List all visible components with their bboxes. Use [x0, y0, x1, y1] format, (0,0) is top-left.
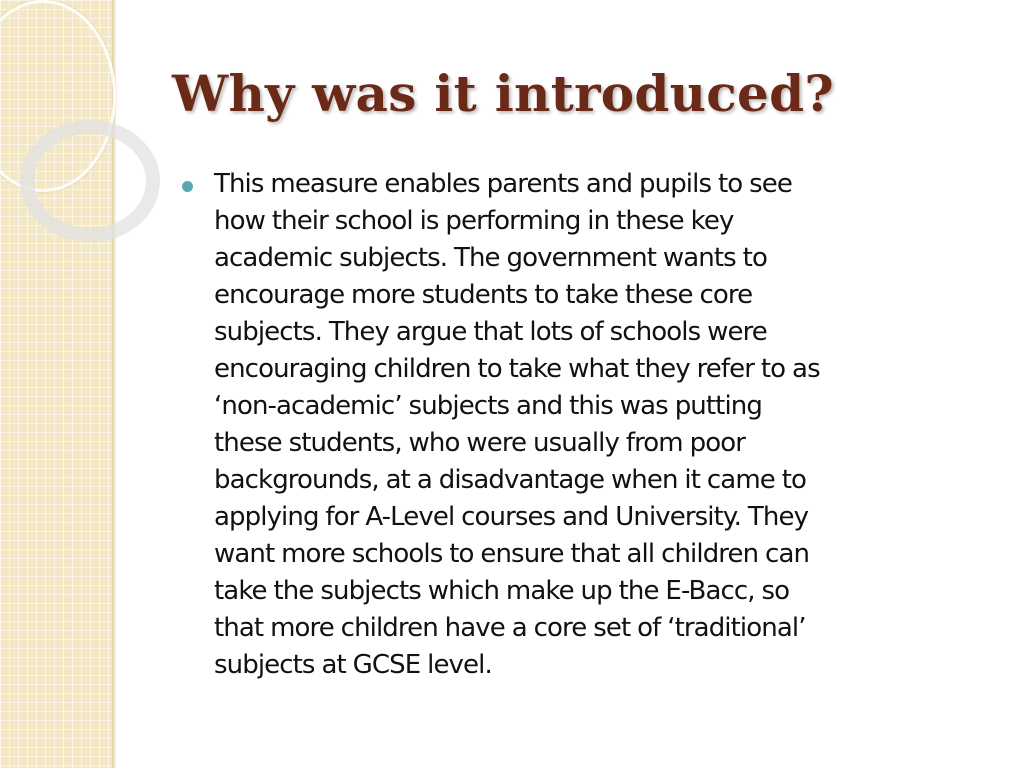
bullet-dot-icon	[182, 181, 193, 192]
bullet-text	[214, 166, 1002, 684]
text-line: encouraging children to take what they refer to as	[214, 354, 820, 384]
text-line: academic subjects. The government wants to	[214, 243, 767, 273]
text-line: This measure enables parents and pupils to see	[214, 169, 792, 199]
text-line: applying for A-Level courses and University. They	[214, 502, 809, 532]
slide-content	[182, 166, 1002, 684]
text-line: how their school is performing in these key	[214, 206, 734, 236]
text-line: backgrounds, at a disadvantage when it came to	[214, 465, 807, 495]
text-line: subjects at GCSE level.	[214, 650, 492, 680]
text-line: ‘non-academic’ subjects and this was putting	[214, 391, 762, 421]
text-line: want more schools to ensure that all children can	[214, 539, 810, 569]
slide-title: Why was it introduced?	[172, 64, 835, 123]
decorative-ring-shaded	[20, 120, 160, 242]
text-line: these students, who were usually from poor	[214, 428, 746, 458]
text-line: encourage more students to take these core	[214, 280, 753, 310]
text-line: that more children have a core set of ‘traditional’	[214, 613, 806, 643]
text-line: subjects. They argue that lots of schools were	[214, 317, 767, 347]
bullet-item	[182, 166, 1002, 684]
text-line: take the subjects which make up the E-Bacc, so	[214, 576, 790, 606]
